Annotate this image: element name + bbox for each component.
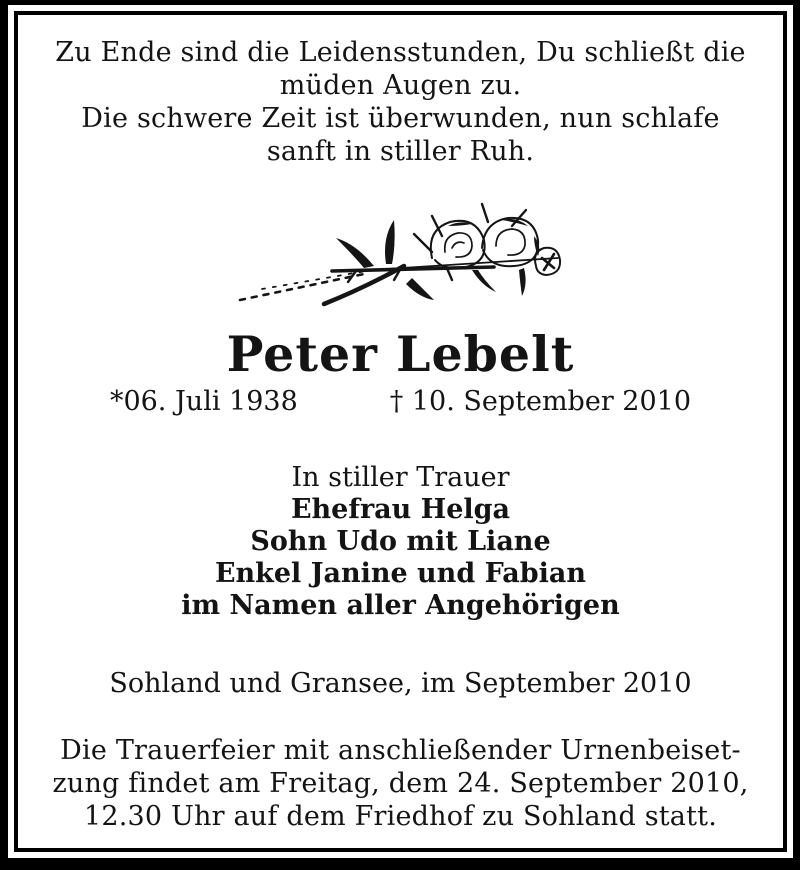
poem-line: Die schwere Zeit ist überwunden, nun schlafe — [81, 103, 720, 134]
funeral-line: 12.30 Uhr auf dem Friedhof zu Sohland statt. — [84, 801, 717, 832]
mourning-intro: In stiller Trauer — [291, 462, 510, 493]
life-dates — [18, 385, 783, 419]
condolence-poem — [18, 36, 783, 168]
poem-line: müden Augen zu. — [279, 70, 522, 101]
rose-sketch-icon — [18, 195, 783, 313]
mourners-list — [18, 494, 783, 622]
poem-line: Zu Ende sind die Leidensstunden, Du schließt die — [55, 37, 746, 68]
death-date: † 10. September 2010 — [389, 386, 692, 417]
obituary-inner-frame — [14, 11, 787, 852]
birth-date: *06. Juli 1938 — [109, 386, 298, 417]
mourner-line: Sohn Udo mit Liane — [250, 526, 551, 557]
funeral-announcement — [18, 734, 783, 833]
place-date-line: Sohland und Gransee, im September 2010 — [109, 668, 692, 699]
mourner-line: Ehefrau Helga — [290, 494, 511, 525]
funeral-line: zung findet am Freitag, dem 24. September 2010, — [52, 768, 749, 799]
mourner-line: Enkel Janine und Fabian — [214, 558, 587, 589]
deceased-name: Peter Lebelt — [226, 325, 575, 383]
mourner-line: im Namen aller Angehörigen — [181, 590, 620, 621]
funeral-line: Die Trauerfeier mit anschließender Urnenbeiset- — [60, 735, 741, 766]
poem-line: sanft in stiller Ruh. — [266, 136, 535, 167]
